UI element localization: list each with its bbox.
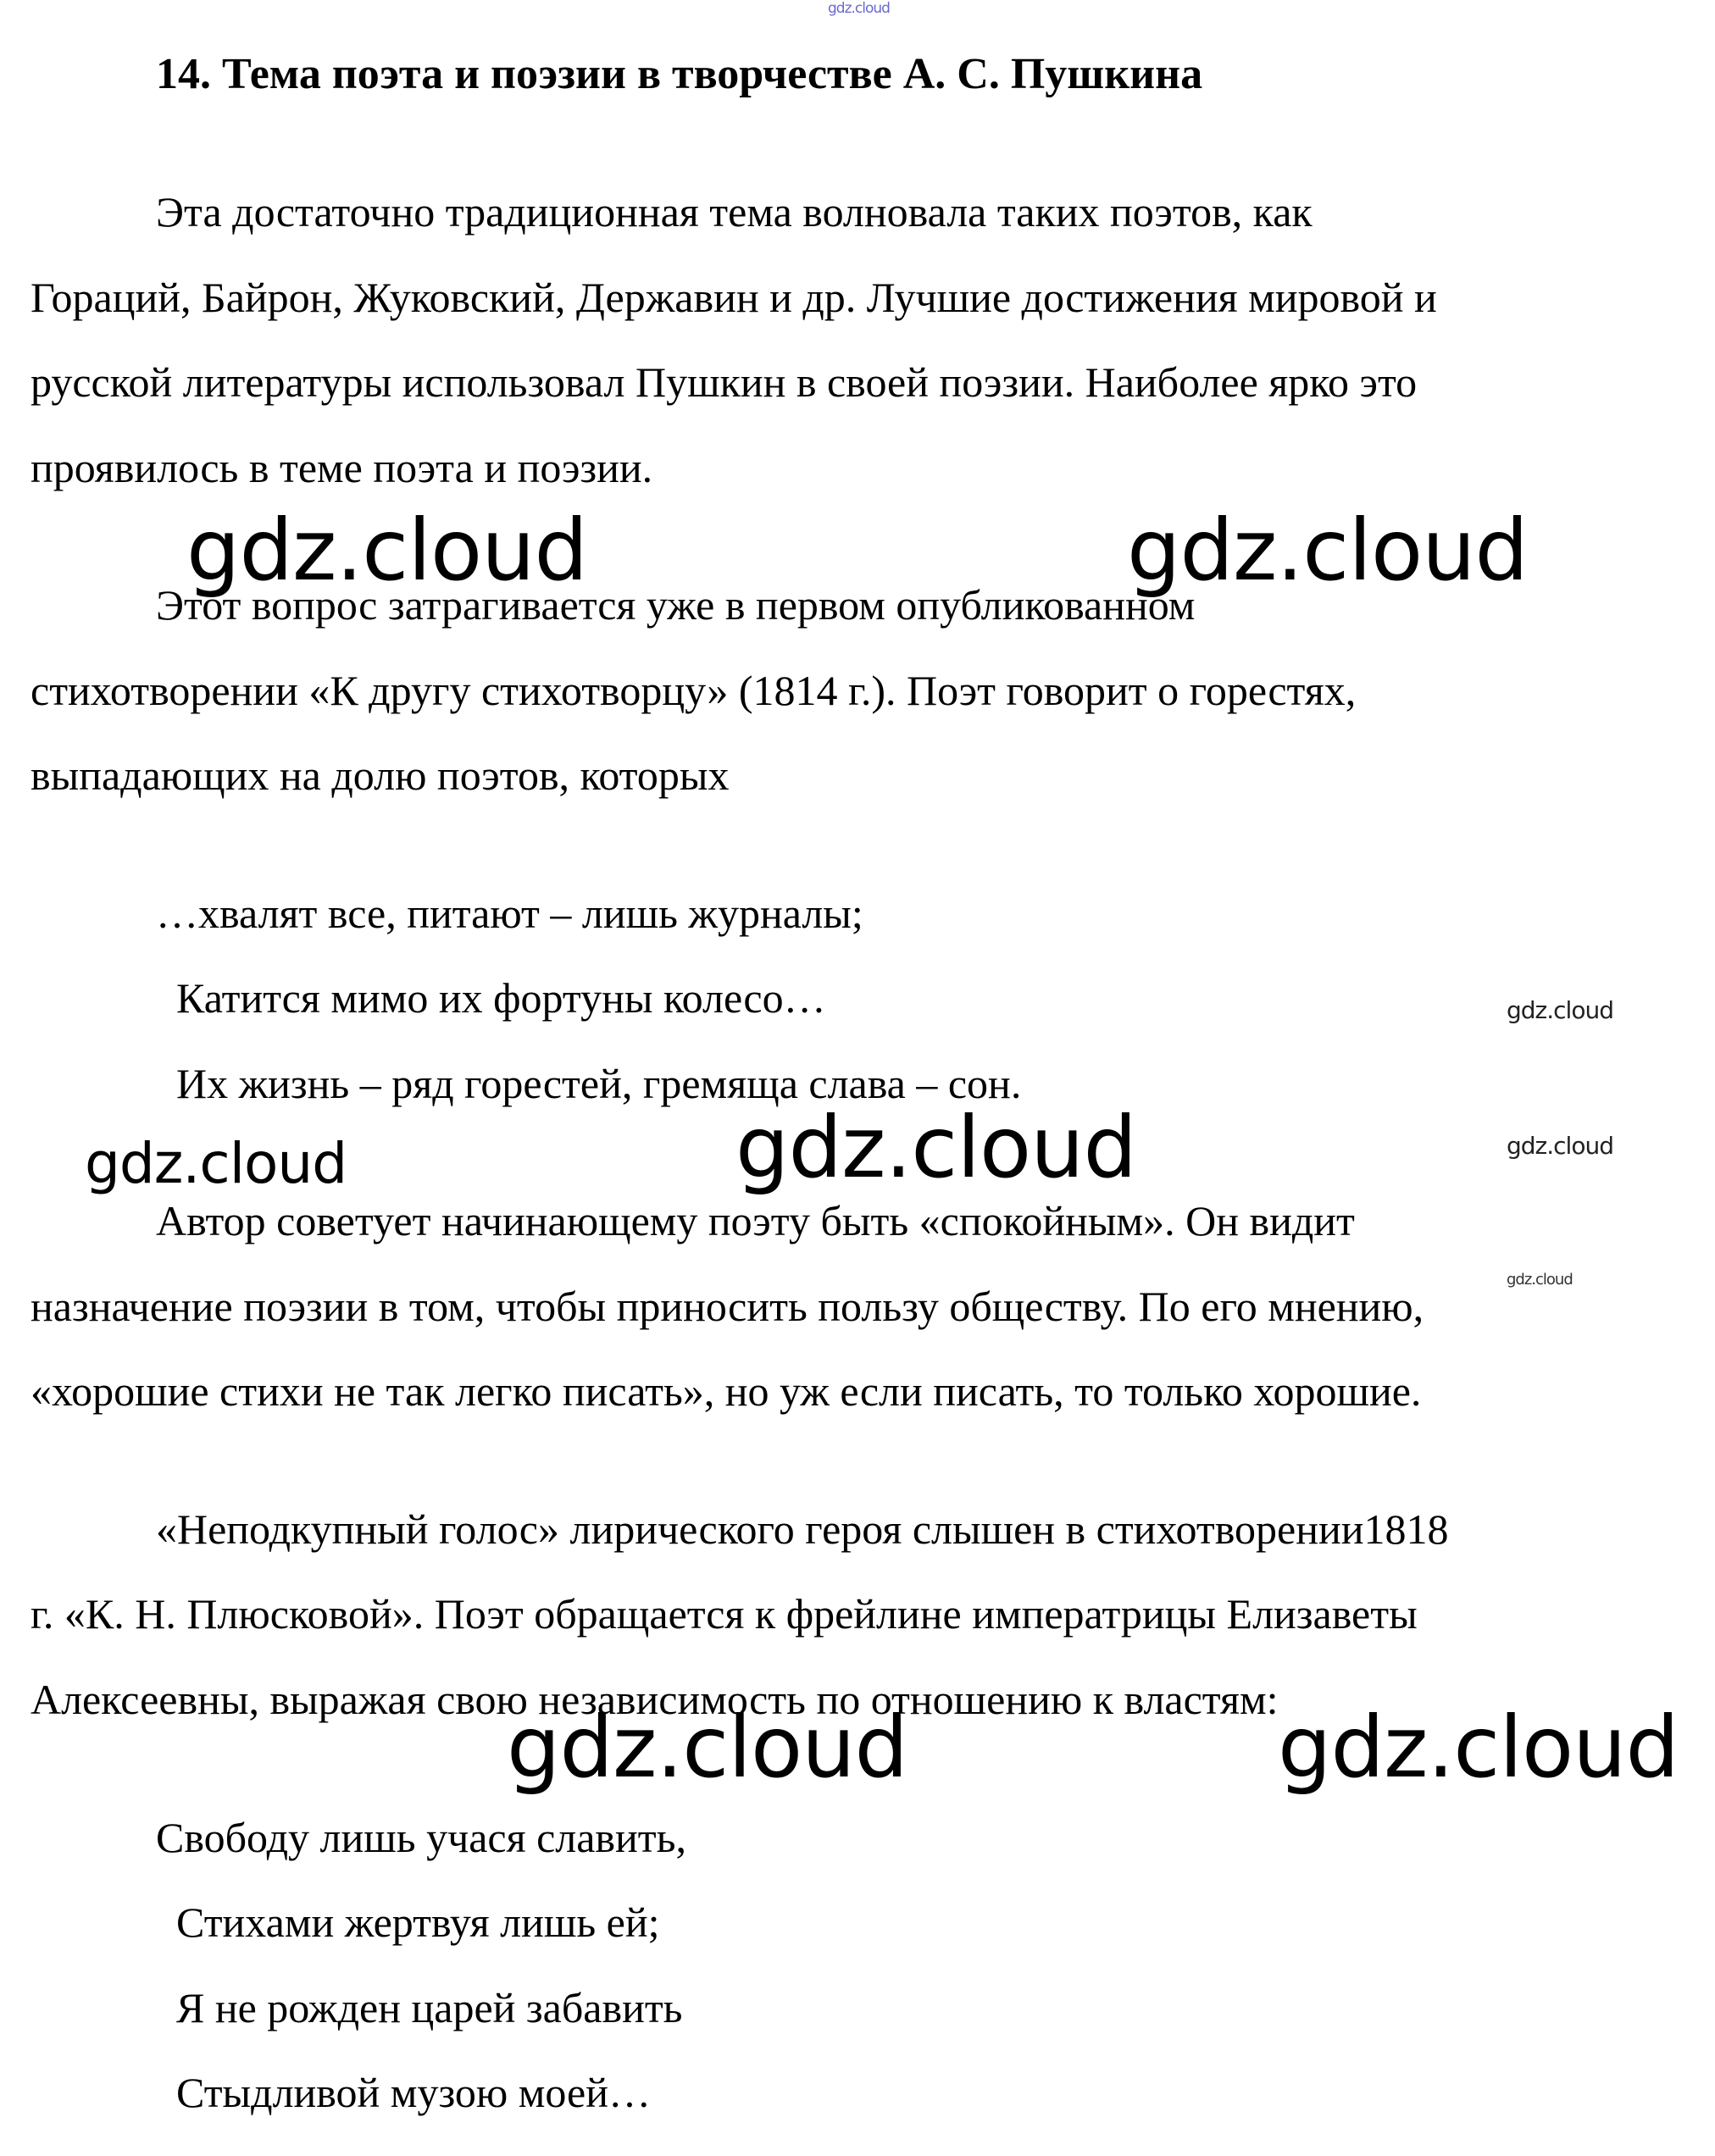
verse-line: Стыдливой музою моей… bbox=[176, 2069, 651, 2116]
paragraph-line: Эта достаточно традиционная тема волновала таких поэтов, как bbox=[156, 188, 1313, 236]
page-title: 14. Тема поэта и поэзии в творчестве А. С. Пушкина bbox=[156, 50, 1203, 98]
watermark-large: gdz.cloud bbox=[735, 1098, 1137, 1197]
watermark-medium: gdz.cloud bbox=[85, 1131, 347, 1196]
paragraph-line: Алексеевны, выражая свою независимость по отношению к властям: bbox=[31, 1676, 1279, 1723]
verse-line: Стихами жертвуя лишь ей; bbox=[176, 1898, 660, 1946]
watermark-small: gdz.cloud bbox=[1507, 996, 1613, 1024]
verse-line: Их жизнь – ряд горестей, гремяща слава – сон. bbox=[176, 1060, 1022, 1107]
watermark-tiny: gdz.cloud bbox=[1507, 1271, 1573, 1289]
watermark-small: gdz.cloud bbox=[1507, 1132, 1613, 1160]
verse-line: …хвалят все, питают – лишь журналы; bbox=[156, 890, 863, 937]
verse-line: Я не рожден царей забавить bbox=[176, 1984, 683, 2031]
paragraph-line: «хорошие стихи не так легко писать», но уж если писать, то только хорошие. bbox=[31, 1367, 1422, 1415]
paragraph-line: проявилось в теме поэта и поэзии. bbox=[31, 444, 653, 491]
paragraph-line: стихотворении «К другу стихотворцу» (1814 г.). Поэт говорит о горестях, bbox=[31, 667, 1357, 714]
verse-line: Свободу лишь учася славить, bbox=[156, 1814, 686, 1861]
paragraph-line: Гораций, Байрон, Жуковский, Державин и др. Лучшие достижения мировой и bbox=[31, 274, 1437, 321]
paragraph-line: г. «К. Н. Плюсковой». Поэт обращается к фрейлине императрицы Елизаветы bbox=[31, 1590, 1418, 1638]
paragraph-line: русской литературы использовал Пушкин в своей поэзии. Наиболее ярко это bbox=[31, 358, 1418, 406]
paragraph-line: «Неподкупный голос» лирического героя слышен в стихотворении1818 bbox=[156, 1505, 1449, 1553]
paragraph-line: Этот вопрос затрагивается уже в первом опубликованном bbox=[156, 581, 1196, 629]
watermark-large: gdz.cloud bbox=[507, 1698, 908, 1797]
verse-line: Катится мимо их фортуны колесо… bbox=[176, 974, 826, 1022]
watermark-large: gdz.cloud bbox=[1278, 1698, 1679, 1797]
paragraph-line: Автор советует начинающему поэту быть «спокойным». Он видит bbox=[156, 1197, 1355, 1244]
paragraph-line: назначение поэзии в том, чтобы приносить пользу обществу. По его мнению, bbox=[31, 1283, 1424, 1330]
watermark-top: gdz.cloud bbox=[828, 0, 890, 17]
watermark-large: gdz.cloud bbox=[186, 501, 588, 600]
watermark-large: gdz.cloud bbox=[1127, 501, 1529, 600]
paragraph-line: выпадающих на долю поэтов, которых bbox=[31, 751, 730, 799]
